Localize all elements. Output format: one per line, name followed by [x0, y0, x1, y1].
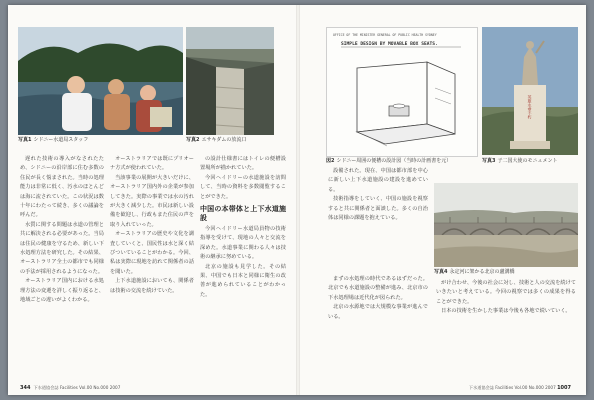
paragraph: オーストラリアの歴史や文化を調査していくと、国民性は水と深く結びついていることがわかる。今回、私は実際に現地を訪れて関係者の話を聞いた。	[110, 231, 194, 275]
paragraph: 今回ヘイドリー水道局員物の技術指導を受けて、現地の人々と交流を深めた。水道事業に関わる人々は技術の継承に努めている。	[200, 226, 286, 261]
figure-toilet-design-drawing	[326, 27, 478, 157]
caption-number: 写真4	[434, 269, 448, 275]
paragraph: 北京の水源地では大規模な事業が進んでいる。	[328, 304, 428, 320]
paragraph: 当該事業の展開が大きいだけに、オーストラリア国内外の企業が参加してきた。実際の事業では水の汚れが大きく減少した。市民は新しい設備を歓迎し、行政もまた住民の声を取り入れていった。	[110, 174, 194, 228]
monument-inscription: 英雄永垂不朽	[527, 95, 533, 119]
right-column-3	[436, 279, 576, 377]
caption-photo2	[186, 137, 246, 143]
left-column-3	[200, 155, 286, 377]
footer-text: 下水道協会誌 Facilities Vol.00 No.000 2007	[33, 385, 121, 390]
footer-text: 下水道協会誌 Facilities Vol.00 No.000 2007	[468, 385, 556, 390]
figure-title: SIMPLE DESIGN BY MOVABLE BOX SEATS.	[341, 42, 438, 47]
left-column-2	[110, 155, 194, 377]
caption-text: シドニー周囲の便槽の設計図（当時の計画書を元）	[336, 158, 452, 164]
paragraph: オーストラリア国内における水処理方法の変遷を詳しく振り返ると、地域ごとの違いがよくわかる。	[20, 278, 104, 304]
photo-monument	[482, 27, 578, 155]
caption-number: 写真3	[482, 158, 496, 164]
section-heading: 中国の本帯体と上下水道施設	[200, 205, 286, 223]
left-page-footer	[20, 385, 120, 391]
caption-text: 子二国大使のモニュメント	[497, 158, 558, 164]
caption-number: 図2	[326, 158, 335, 164]
right-column-2	[328, 275, 428, 377]
caption-number: 写真2	[186, 137, 200, 143]
caption-text: 永定河に架かる北京の盧溝橋	[449, 269, 515, 275]
caption-text: エサキダムの放流口	[201, 137, 247, 143]
left-column-1	[20, 155, 104, 377]
paragraph: 北京の施設も見学した。その結果、中国でも日本と同様に衛生の改善が進められていることがわかった。	[200, 263, 286, 298]
paragraph: 上下水道施設においても、関係者は技術の交流を続けていた。	[110, 278, 194, 294]
caption-photo1	[18, 137, 88, 143]
page-number: 344	[20, 385, 31, 391]
paragraph: 遅れた技術の導入がなされたため、シドニーの沿岸部に住む多数の住民が長く悩まされた。当時の処理能力は非常に低く、汚水のほとんどは海に流されていた。この状況は数十年にわたって続き、多くの議論を呼んだ。	[20, 156, 104, 219]
paragraph: の設計仕様書にはトイレの便槽設置場所が描かれていた。	[200, 156, 286, 172]
caption-number: 写真1	[18, 137, 32, 143]
paragraph: オーストラリアでは既にプリオーナ方式が使われていた。	[110, 156, 194, 172]
paragraph: 今回ヘイドリーの水道施設を訪問して、当時の資料を多数閲覧することができた。	[200, 174, 286, 200]
paragraph: 技術指導をしていく、中国の施設を視察すると共に関係者と面談した。多くの自治体は同様の課題を抱えている。	[328, 196, 428, 222]
paragraph: 水質に関する問題は水道の管理と共に解決される必要があった。当局は住民の健康を守るため、新しい下水処理方法を研究した。その結果、オーストラリア全土の都市でも同様の手法が採用されるようになった。	[20, 221, 104, 275]
magazine-spread	[8, 5, 586, 395]
figure-header: OFFICE OF THE MINISTER GENERAL OF PUBLIC HEALTH SYDNEY	[333, 33, 437, 37]
page-number: 1007	[557, 385, 571, 391]
paragraph: がけ合わせ、今後の社会に対し、技術と人の交流を続けていきたいと考えている。今回の視察では多くの成果を得ることができた。	[436, 280, 576, 305]
paragraph: 設備された。現在、中国は都市部を中心に新しい上下水道施設の建設を進めている。	[328, 168, 428, 193]
caption-photo4	[434, 269, 515, 275]
gutter	[296, 5, 300, 395]
right-column-1	[328, 167, 428, 265]
photo-staff-at-river	[18, 27, 183, 135]
caption-figure2	[326, 158, 451, 164]
paragraph: まずの水処理の時代であるはずだった。北京でも水道施設の整備が進み、北京市の下水処理場は近代化が図られた。	[328, 276, 428, 301]
caption-text: シドニー水道局スタッフ	[33, 137, 89, 143]
caption-photo3	[482, 158, 558, 164]
photo-dam-spillway	[186, 27, 274, 135]
photo-lugou-bridge	[434, 183, 578, 267]
paragraph: 日本の技術を生かした事業は今後も各地で続いていく。	[441, 308, 571, 315]
right-page-footer	[469, 385, 574, 391]
